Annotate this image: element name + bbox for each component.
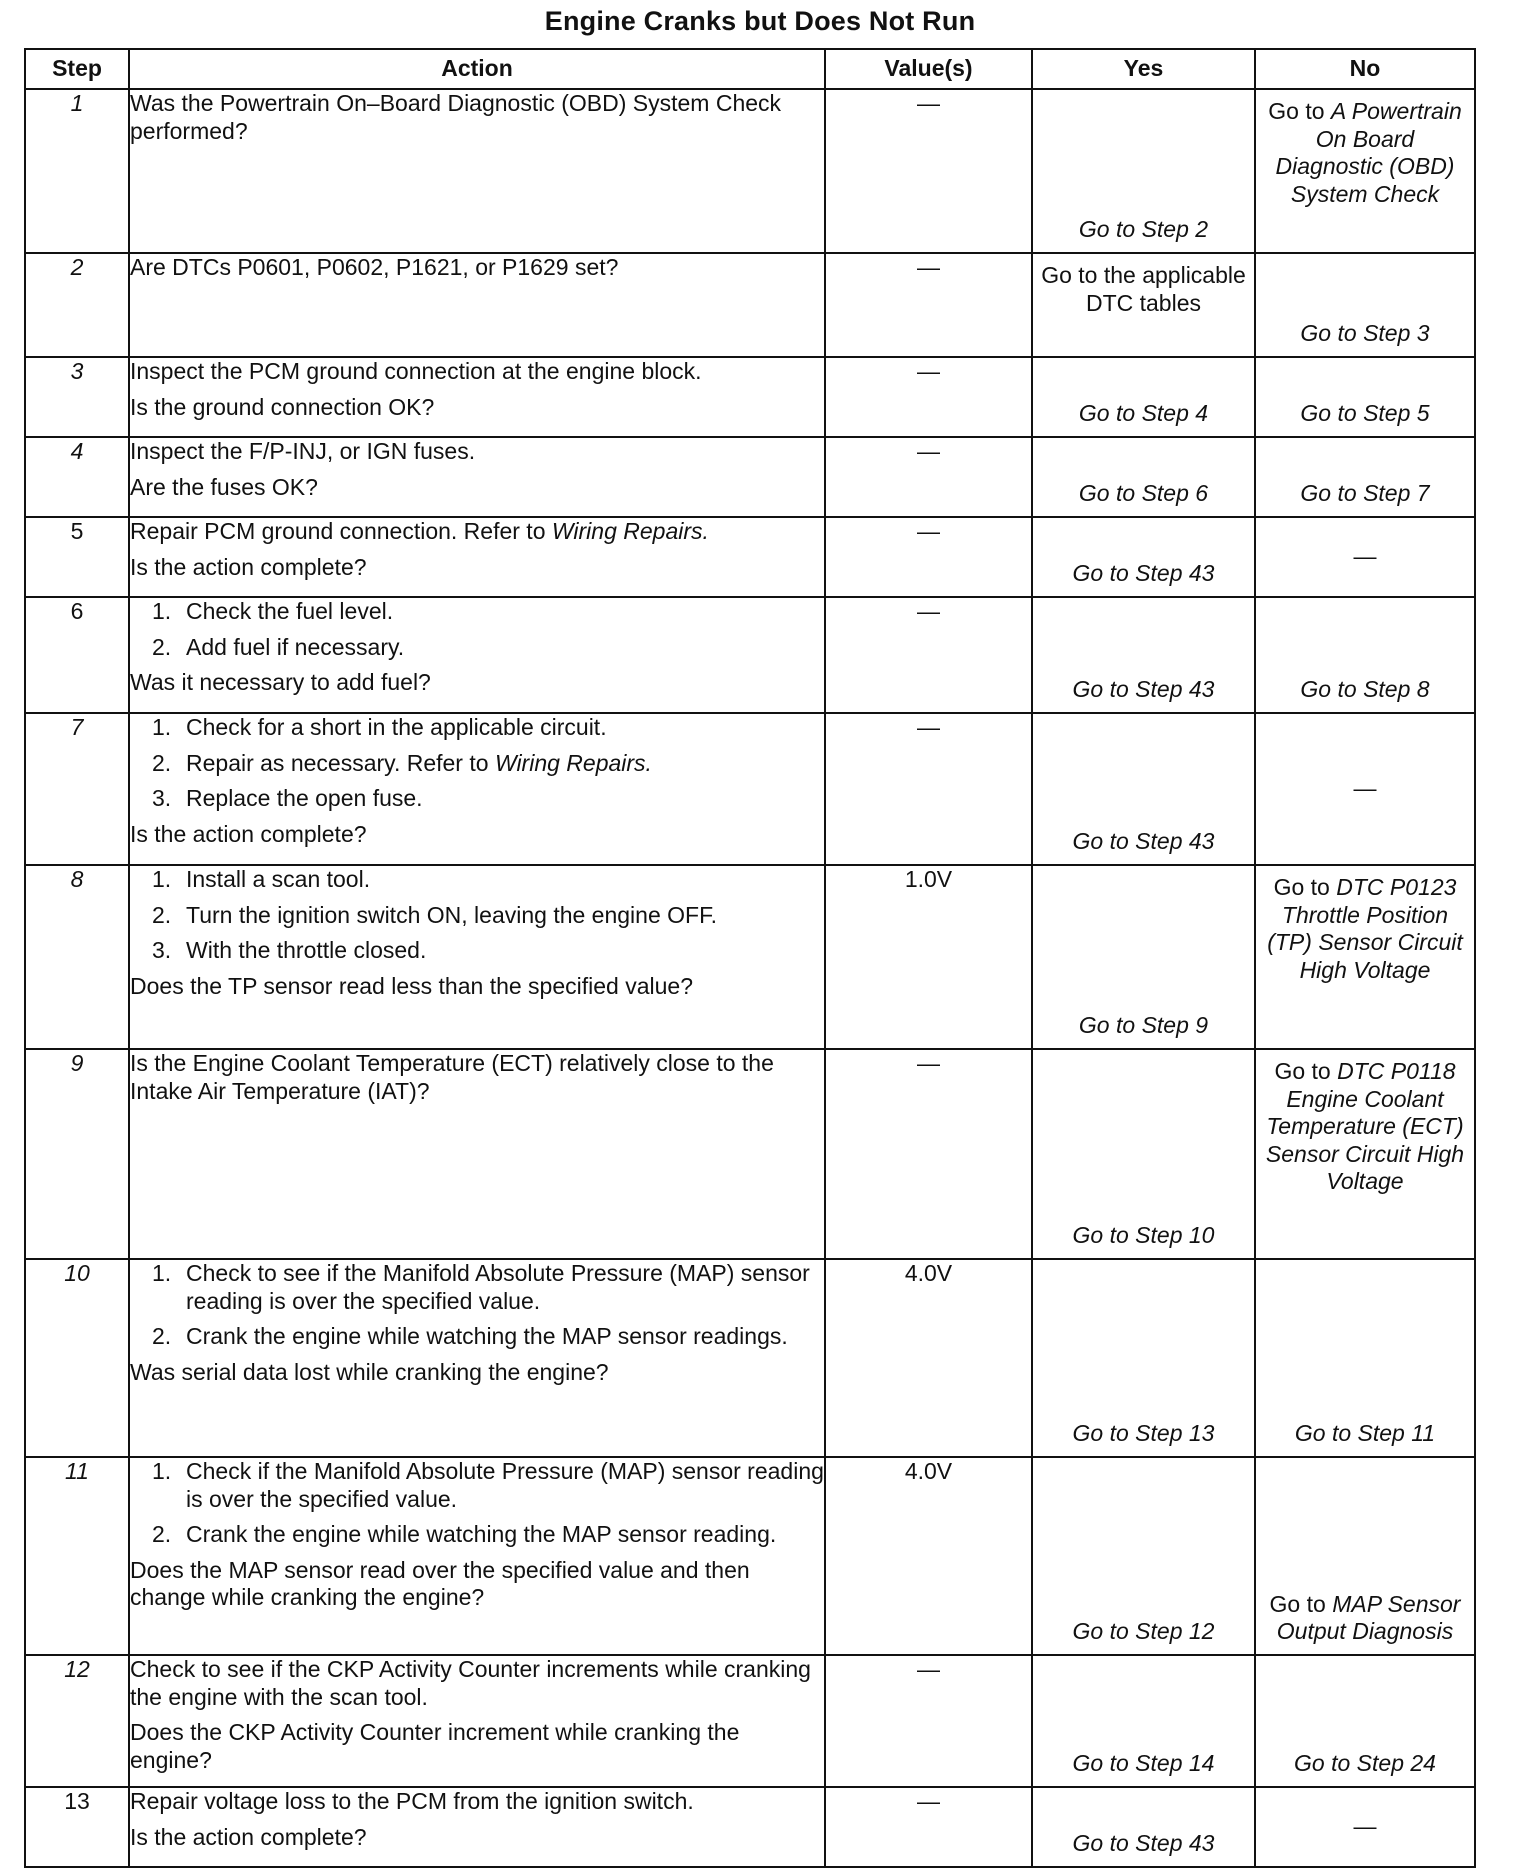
no-target: Go to Step 11 (1294, 1420, 1436, 1447)
list-item: 2. Turn the ignition switch ON, leaving the engine OFF. (152, 901, 717, 928)
table-row (25, 865, 1475, 1049)
action-text: Inspect the PCM ground connection at the engine block. (130, 358, 702, 384)
list-item: 2. Crank the engine while watching the MAP sensor readings. (152, 1323, 788, 1350)
value-cell: — (825, 1787, 1032, 1867)
yes-target: Go to Step 43 (1072, 828, 1215, 855)
table-row (25, 1655, 1475, 1787)
table-row (25, 597, 1475, 713)
yes-target: Go to Step 43 (1072, 676, 1215, 703)
table-row (25, 517, 1475, 597)
value-cell: — (825, 89, 1032, 253)
yes-cell (1032, 1049, 1255, 1259)
action-question: Is the ground connection OK? (130, 393, 435, 420)
action-cell (129, 89, 825, 253)
no-cell (1255, 865, 1475, 1049)
value-cell: 4.0V (825, 1457, 1032, 1655)
yes-cell (1032, 517, 1255, 597)
action-cell (129, 1787, 825, 1867)
action-question: Are the fuses OK? (130, 473, 318, 500)
no-cell (1255, 1259, 1475, 1457)
action-cell (129, 437, 825, 517)
list-item: 1. Check if the Manifold Absolute Pressure (MAP) sensor reading is over the specified value. (152, 1458, 824, 1512)
action-text: Inspect the F/P-INJ, or IGN fuses. (130, 438, 476, 464)
yes-cell (1032, 597, 1255, 713)
step-number: 7 (25, 713, 129, 865)
step-number: 8 (25, 865, 129, 1049)
step-number: 11 (25, 1457, 129, 1655)
yes-target: Go to Step 12 (1072, 1618, 1215, 1645)
action-cell (129, 597, 825, 713)
no-cell (1255, 253, 1475, 357)
step-number: 4 (25, 437, 129, 517)
yes-cell (1032, 253, 1255, 357)
yes-target: Go to Step 10 (1072, 1222, 1215, 1249)
list-item: 3. Replace the open fuse. (152, 785, 423, 812)
list-item: 2. Add fuel if necessary. (152, 633, 405, 660)
no-target: Go to Step 7 (1300, 480, 1430, 507)
step-number: 5 (25, 517, 129, 597)
yes-target: Go to Step 9 (1078, 1012, 1209, 1039)
action-cell (129, 1259, 825, 1457)
list-item: 1. Install a scan tool. (152, 866, 371, 892)
header-action: Action (129, 49, 825, 89)
header-yes: Yes (1032, 49, 1255, 89)
yes-cell (1032, 1655, 1255, 1787)
value-cell: — (825, 597, 1032, 713)
table-row (25, 89, 1475, 253)
yes-cell (1032, 1259, 1255, 1457)
step-number: 12 (25, 1655, 129, 1787)
list-item: 1. Check to see if the Manifold Absolute Pressure (MAP) sensor reading is over the specified value. (152, 1260, 810, 1314)
header-value: Value(s) (825, 49, 1032, 89)
value-cell: 1.0V (825, 865, 1032, 1049)
action-text: Are DTCs P0601, P0602, P1621, or P1629 set? (130, 254, 619, 280)
value-cell: 4.0V (825, 1259, 1032, 1457)
yes-cell (1032, 357, 1255, 437)
value-cell: — (825, 517, 1032, 597)
page-title: Engine Cranks but Does Not Run (544, 6, 976, 36)
step-number: 9 (25, 1049, 129, 1259)
yes-cell (1032, 1787, 1255, 1867)
table-row (25, 437, 1475, 517)
value-cell: — (825, 713, 1032, 865)
no-target: Go to DTC P0123 Throttle Position (TP) Sensor Circuit High Voltage (1267, 874, 1463, 983)
action-text: Is the Engine Coolant Temperature (ECT) relatively close to the Intake Air Temperature (IAT)? (130, 1050, 774, 1104)
action-text: Repair voltage loss to the PCM from the ignition switch. (130, 1788, 694, 1814)
list-item: 1. Check the fuel level. (152, 598, 394, 624)
no-target: Go to A Powertrain On Board Diagnostic (OBD) System Check (1268, 98, 1462, 207)
table-row (25, 713, 1475, 865)
table-row (25, 253, 1475, 357)
table-row (25, 1049, 1475, 1259)
value-cell: — (825, 1655, 1032, 1787)
action-cell (129, 713, 825, 865)
yes-cell (1032, 713, 1255, 865)
no-cell (1255, 1787, 1475, 1867)
table-row (25, 1787, 1475, 1867)
action-question: Was it necessary to add fuel? (130, 669, 431, 696)
no-cell (1255, 1655, 1475, 1787)
action-cell (129, 517, 825, 597)
no-cell (1255, 437, 1475, 517)
value-cell: — (825, 253, 1032, 357)
action-cell (129, 1049, 825, 1259)
action-question: Is the action complete? (130, 820, 367, 847)
value-cell: — (825, 357, 1032, 437)
yes-target: Go to Step 6 (1078, 480, 1209, 507)
yes-target: Go to the applicable DTC tables (1041, 262, 1246, 316)
yes-target: Go to Step 4 (1078, 400, 1209, 427)
no-cell (1255, 517, 1475, 597)
list-item: 1. Check for a short in the applicable circuit. (152, 714, 607, 740)
no-target: Go to DTC P0118 Engine Coolant Temperature (ECT) Sensor Circuit High Voltage (1265, 1058, 1465, 1195)
table-row (25, 1457, 1475, 1655)
action-text: Repair PCM ground connection. Refer to Wiring Repairs. (130, 518, 709, 544)
no-cell (1255, 713, 1475, 865)
yes-cell (1032, 89, 1255, 253)
action-text: Was the Powertrain On–Board Diagnostic (OBD) System Check performed? (130, 90, 782, 144)
list-item: 3. With the throttle closed. (152, 937, 427, 964)
no-cell (1255, 1457, 1475, 1655)
action-text: Check to see if the CKP Activity Counter increments while cranking the engine with the scan tool. (130, 1656, 811, 1710)
step-number: 6 (25, 597, 129, 713)
no-target: Go to Step 3 (1300, 320, 1430, 347)
table-row (25, 357, 1475, 437)
value-cell: — (825, 437, 1032, 517)
action-cell (129, 253, 825, 357)
list-item: 2. Repair as necessary. Refer to Wiring Repairs. (152, 749, 652, 776)
no-cell (1255, 597, 1475, 713)
step-number: 3 (25, 357, 129, 437)
no-target: Go to Step 8 (1300, 676, 1430, 703)
yes-cell (1032, 865, 1255, 1049)
table-row (25, 1259, 1475, 1457)
yes-target: Go to Step 13 (1072, 1420, 1215, 1447)
step-number: 10 (25, 1259, 129, 1457)
action-question: Is the action complete? (130, 553, 367, 580)
action-question: Is the action complete? (130, 1823, 367, 1850)
table-header-row (25, 49, 1475, 89)
diagnostic-table (24, 48, 1476, 1868)
yes-target: Go to Step 2 (1078, 216, 1209, 243)
no-target: — (1353, 1813, 1377, 1840)
no-target: Go to Step 5 (1300, 400, 1430, 427)
yes-cell (1032, 1457, 1255, 1655)
step-number: 2 (25, 253, 129, 357)
no-target: — (1353, 775, 1377, 802)
yes-target: Go to Step 14 (1072, 1750, 1215, 1777)
no-target: Go to MAP Sensor Output Diagnosis (1269, 1590, 1461, 1645)
yes-cell (1032, 437, 1255, 517)
action-question: Does the MAP sensor read over the specified value and then change while cranking the engine? (130, 1556, 750, 1611)
action-cell (129, 357, 825, 437)
no-target: — (1353, 543, 1377, 570)
step-number: 1 (25, 89, 129, 253)
action-question: Does the CKP Activity Counter increment while cranking the engine? (130, 1719, 740, 1773)
yes-target: Go to Step 43 (1072, 1830, 1215, 1857)
step-number: 13 (25, 1787, 129, 1867)
header-no: No (1255, 49, 1475, 89)
yes-target: Go to Step 43 (1072, 560, 1215, 587)
action-cell (129, 1655, 825, 1787)
action-question: Does the TP sensor read less than the specified value? (130, 972, 693, 999)
no-cell (1255, 89, 1475, 253)
no-cell (1255, 1049, 1475, 1259)
action-question: Was serial data lost while cranking the engine? (130, 1358, 609, 1385)
no-target: Go to Step 24 (1294, 1750, 1436, 1777)
action-cell (129, 865, 825, 1049)
no-cell (1255, 357, 1475, 437)
action-cell (129, 1457, 825, 1655)
value-cell: — (825, 1049, 1032, 1259)
list-item: 2. Crank the engine while watching the MAP sensor reading. (152, 1521, 777, 1548)
header-step: Step (25, 49, 129, 89)
